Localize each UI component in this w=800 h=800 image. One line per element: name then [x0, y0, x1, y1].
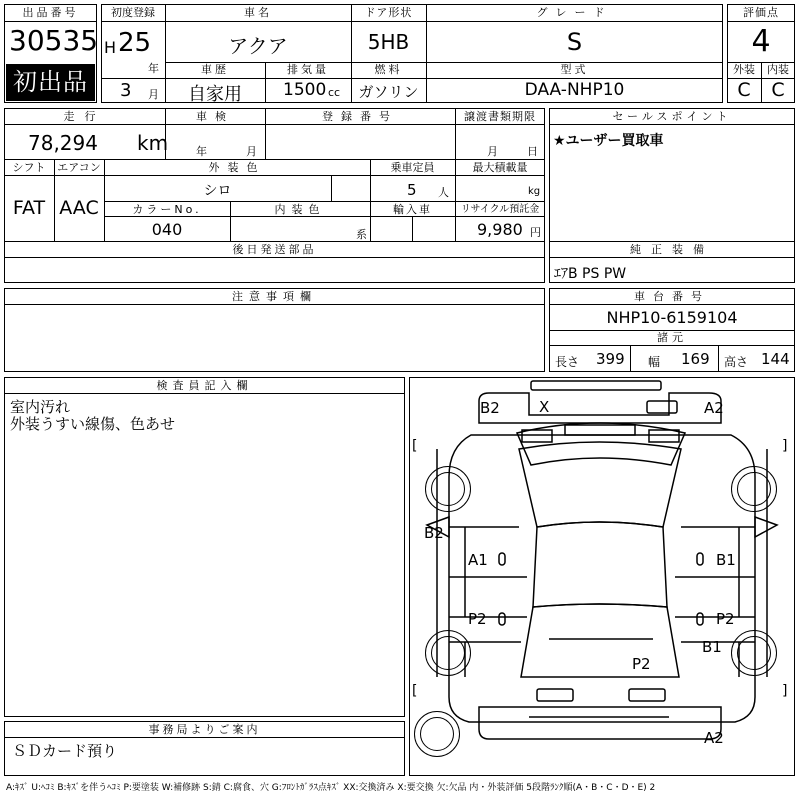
bracket-left-top: [	[412, 438, 418, 454]
recycle-value: 9,980	[477, 220, 523, 239]
mark-right-rear-fender: B1	[702, 638, 722, 656]
mark-roof-rear: P2	[632, 655, 651, 673]
int-label: 内装	[767, 63, 789, 76]
transfer-month: 月	[487, 145, 498, 158]
inspector-note-2: 外装うすい線傷、色あせ	[10, 415, 176, 433]
disp-label: 排気量	[287, 63, 329, 76]
bracket-left-bottom: [	[412, 683, 418, 699]
inspection-month: 月	[246, 145, 257, 158]
len-value: 399	[596, 350, 625, 368]
mark-front-x: X	[539, 398, 550, 416]
mark-rear-right-door: P2	[716, 610, 735, 628]
mileage-unit: km	[137, 131, 169, 155]
later-parts-label: 後日発送部品	[232, 243, 317, 256]
era-letter: H	[104, 38, 117, 57]
import-label: 輸入車	[393, 203, 432, 216]
spare-tire-icon	[414, 711, 460, 757]
bracket-right-bottom: ]	[782, 683, 788, 699]
model-label: 型式	[560, 63, 589, 76]
inspector-label: 検査員記入欄	[156, 379, 253, 392]
regno-label: 登録番号	[322, 110, 398, 123]
disp-unit: cc	[328, 86, 341, 99]
lot-label: 出品番号	[22, 6, 79, 19]
rear-right-tire-icon	[731, 630, 777, 676]
equipment-value: ｴｱB PS PW	[554, 266, 627, 282]
caution-label: 注意事項欄	[232, 290, 317, 303]
mark-left-fender: B2	[424, 524, 444, 542]
name-label: 車名	[244, 6, 272, 19]
fuel-value: ガソリン	[358, 83, 419, 101]
ext-value: C	[737, 79, 751, 101]
lot-number: 30535	[9, 24, 99, 57]
color-value: シロ	[203, 183, 232, 199]
int-value: C	[771, 79, 785, 101]
intcolor-unit: 系	[356, 228, 367, 241]
mark-front-right-door: B1	[716, 551, 736, 569]
load-label: 最大積載量	[472, 161, 528, 174]
history-label: 車歴	[201, 63, 229, 76]
height-value: 144	[761, 350, 790, 368]
office-label: 事務局よりご案内	[148, 723, 261, 736]
transfer-day: 日	[527, 145, 538, 158]
shift-label: シフト	[12, 161, 46, 174]
car-outline-diagram	[409, 377, 795, 776]
sales-points-text: ★ユーザー買取車	[553, 133, 664, 149]
mark-front-left: B2	[480, 399, 500, 417]
office-text: ＳＤカード預り	[12, 742, 118, 760]
len-label: 長さ	[555, 355, 580, 369]
shift-value: FAT	[12, 197, 46, 219]
ext-label: 外装	[733, 63, 755, 76]
reg-month: 3	[120, 80, 132, 101]
door-value: 5HB	[367, 30, 410, 54]
fuel-label: 燃料	[374, 63, 403, 76]
rear-left-tire-icon	[425, 630, 471, 676]
recycle-label: リサイクル預託金	[460, 204, 540, 215]
ac-label: エアコン	[57, 161, 101, 174]
recycle-unit: 円	[530, 226, 541, 239]
transfer-label: 譲渡書類期限	[464, 110, 536, 123]
height-label: 高さ	[724, 355, 749, 369]
first-listing-badge: 初出品	[6, 64, 95, 101]
disp-value: 1500	[283, 80, 327, 100]
width-label: 幅	[648, 355, 661, 369]
capacity-unit: 人	[438, 186, 449, 199]
reg-year-unit: 年	[148, 62, 159, 75]
grade-label: グレード	[536, 6, 613, 19]
reg-month-unit: 月	[148, 88, 159, 101]
chassis-label: 車台番号	[634, 290, 710, 303]
history-value: 自家用	[188, 84, 242, 105]
colorno-value: 040	[151, 220, 183, 239]
color-label: 外装色	[208, 161, 266, 174]
mileage-label: 走行	[63, 110, 106, 123]
width-value: 169	[681, 350, 710, 368]
colorno-label: カラーNo.	[132, 203, 202, 216]
mark-rear-bumper: A2	[704, 729, 724, 747]
inspector-note-1: 室内汚れ	[10, 398, 71, 416]
legend-text: A:ｷｽﾞ U:ﾍｺﾐ B:ｷｽﾞを伴うﾍｺﾐ P:要塗装 W:補修跡 S:錆 C:腐食、穴 G:ﾌﾛﾝﾄｶﾞﾗｽ点ｷｽﾞ XX:交換済み X:要交換 欠:欠品 内・外装評価 5段階ﾗﾝｸ順(A・B・C・D・E) 2	[6, 783, 656, 793]
model-value: DAA-NHP10	[524, 80, 625, 100]
capacity-value: 5	[407, 181, 417, 199]
sales-points-label: セールスポイント	[612, 110, 732, 123]
mark-front-right: A2	[704, 399, 724, 417]
equipment-label: 純正装備	[630, 243, 714, 256]
front-left-tire-icon	[425, 466, 471, 512]
mark-front-left-door: A1	[468, 551, 488, 569]
front-right-tire-icon	[731, 466, 777, 512]
door-label: ドア形状	[364, 6, 413, 19]
capacity-label: 乗車定員	[390, 161, 435, 174]
mark-rear-left-door: P2	[468, 610, 487, 628]
bracket-right-top: ]	[782, 438, 788, 454]
intcolor-label: 内装色	[274, 203, 326, 216]
inspection-year: 年	[196, 145, 207, 158]
inspection-label: 車検	[196, 110, 234, 123]
score-value: 4	[751, 24, 771, 59]
reg-year: 25	[118, 28, 152, 58]
mileage-value: 78,294	[28, 131, 98, 155]
car-name: アクア	[228, 34, 288, 58]
score-label: 評価点	[743, 6, 779, 19]
grade-value: S	[566, 28, 583, 56]
reg-label: 初度登録	[111, 6, 155, 19]
dims-label: 諸元	[657, 331, 687, 344]
sales-points-box	[549, 108, 795, 242]
chassis-value: NHP10-6159104	[606, 308, 738, 327]
load-unit: kg	[528, 186, 541, 197]
ac-value: AAC	[59, 197, 99, 219]
